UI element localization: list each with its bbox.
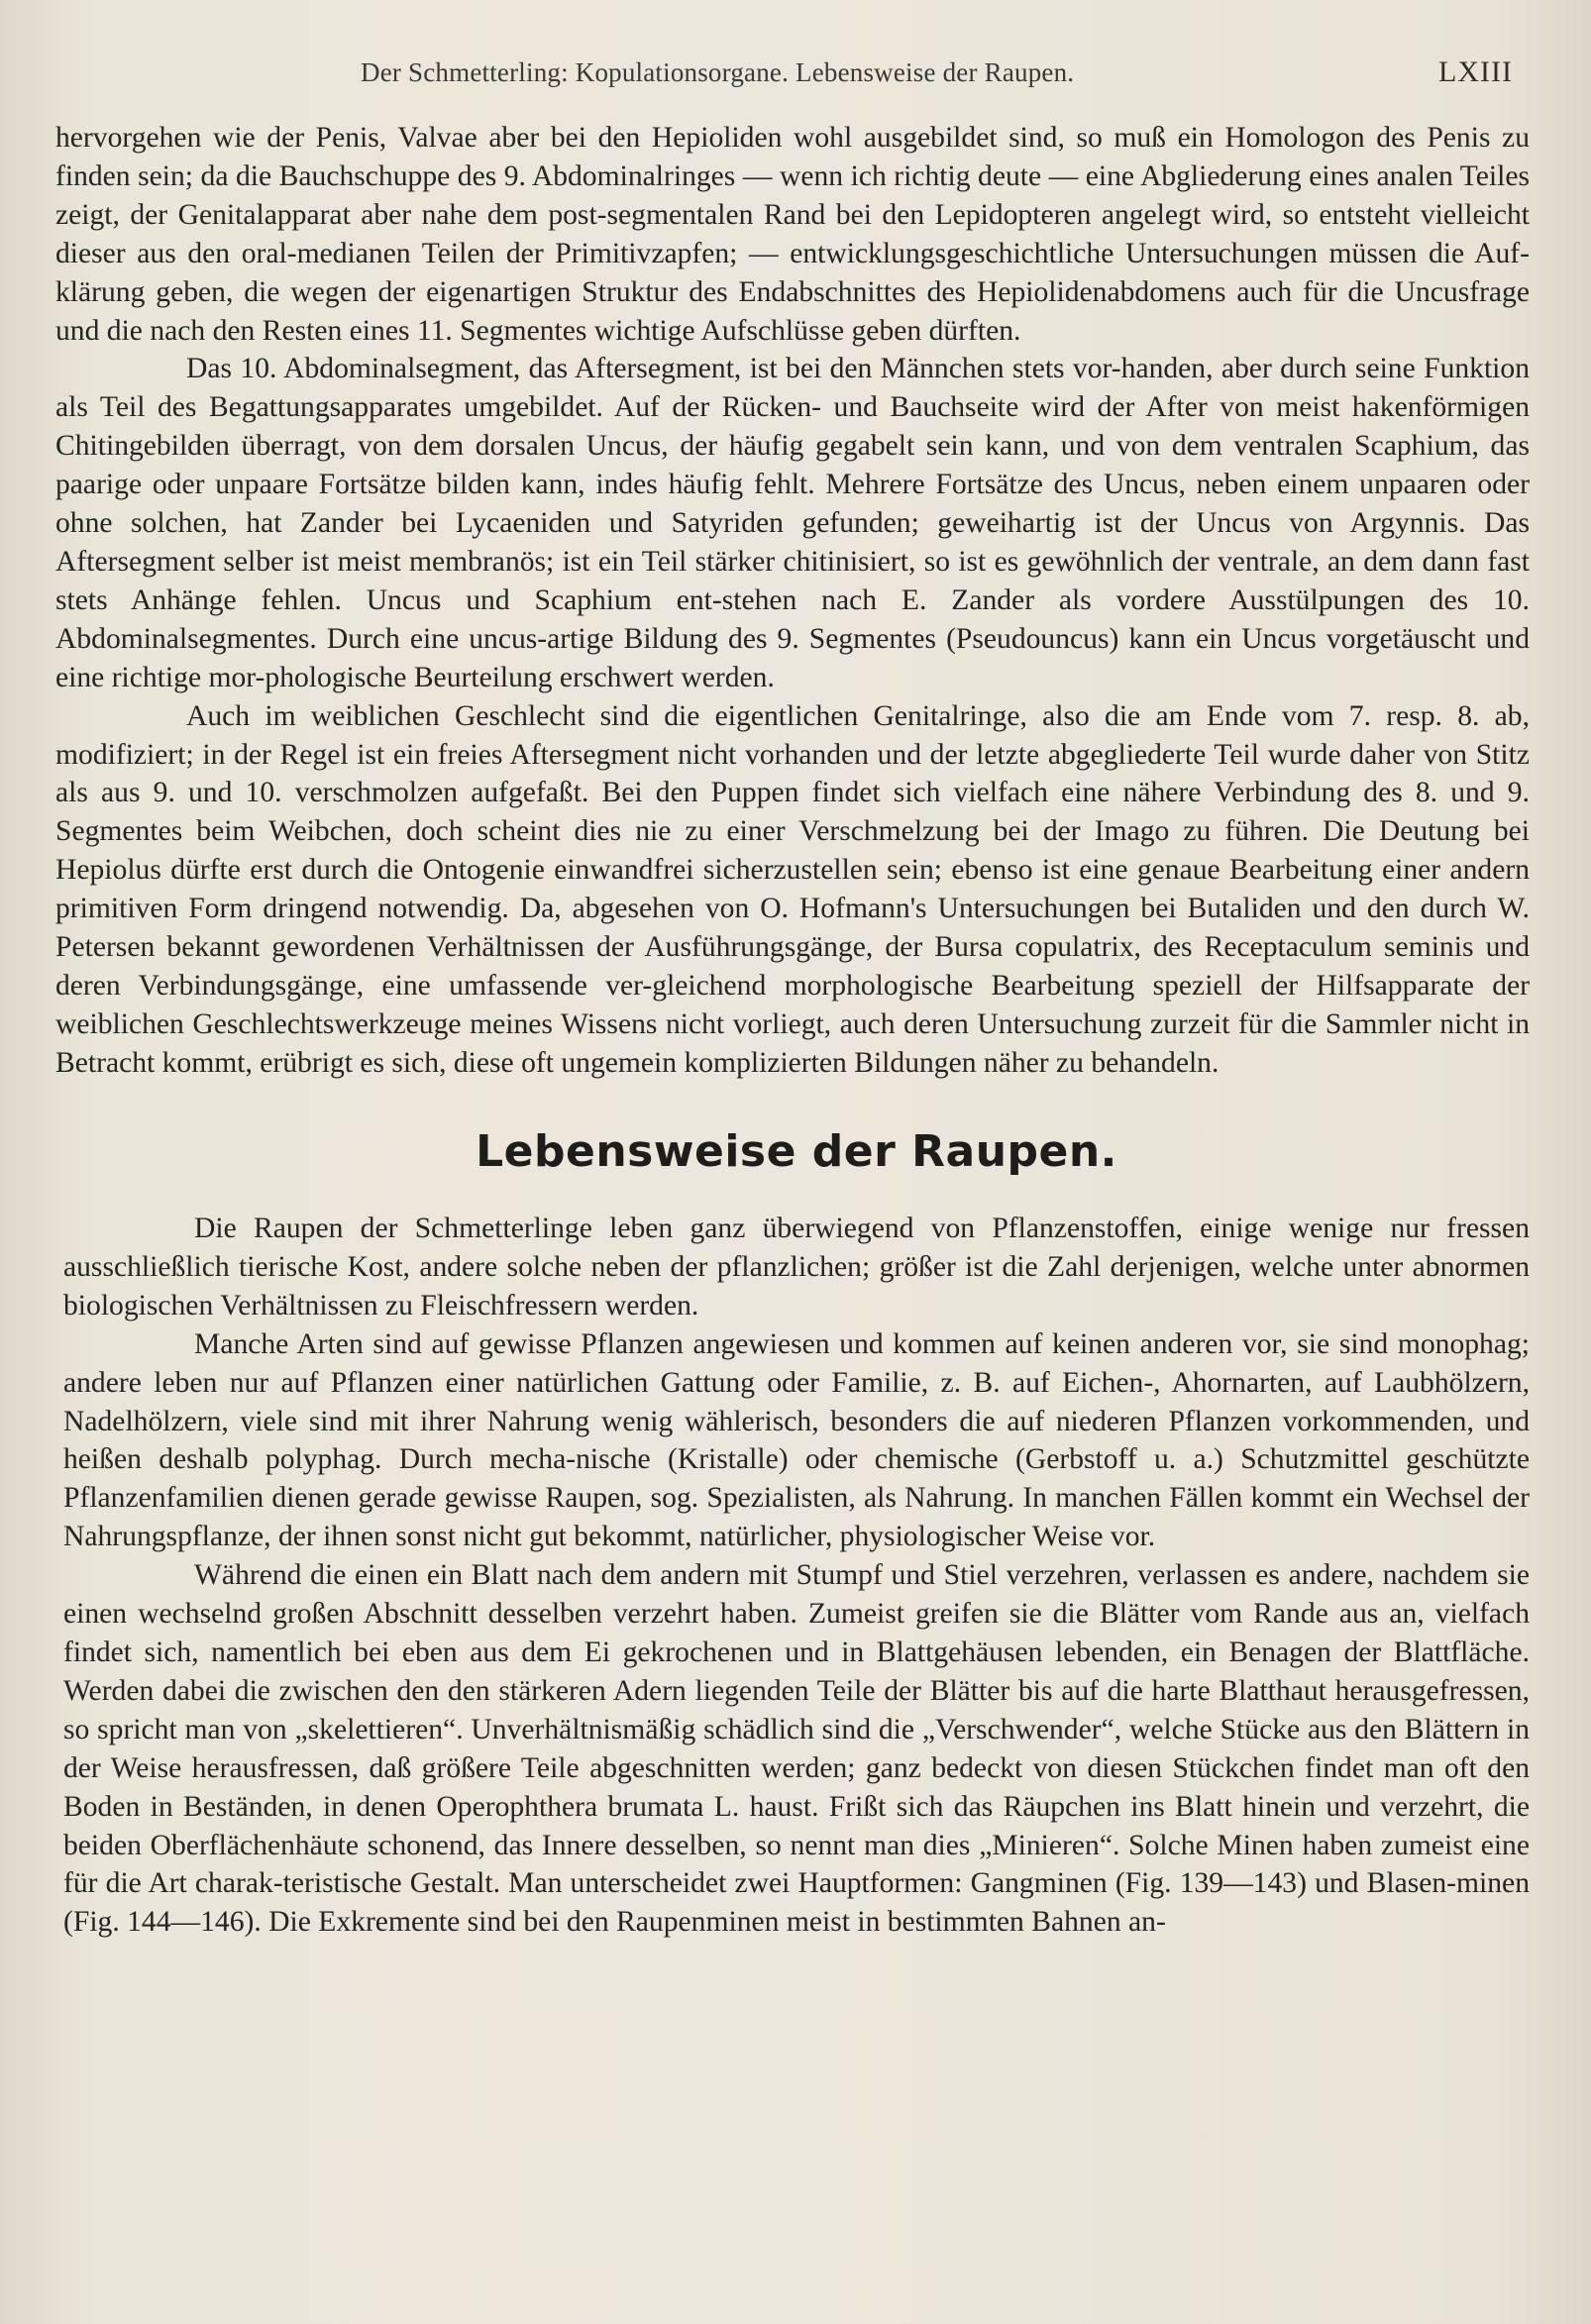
page-header <box>0 57 1591 97</box>
paragraph: Das 10. Abdominalsegment, das Aftersegment, ist bei den Männchen stets vor-handen, aber durch seine Funktion als Teil des Begattungsapparates umgebildet. Auf der Rücken- und Bauchseite wird der After von meist hakenförmigen Chitingebilden überragt, von dem dorsalen Uncus, der häufig gegabelt sein kann, und von dem ventralen Scaphium, das paarige oder unpaare Fortsätze bilden kann, indes häufig fehlt. Mehrere Fortsätze des Uncus, neben einem unpaaren oder ohne solchen, hat Zander bei Lycaeniden und Satyriden gefunden; geweihartig ist der Uncus von Argynnis. Das Aftersegment selber ist meist membranös; ist ein Teil stärker chitinisiert, so ist es gewöhnlich der ventrale, an dem dann fast stets Anhänge fehlen. Uncus und Scaphium ent-stehen nach E. Zander als vordere Ausstülpungen des 10. Abdominalsegmentes. Durch eine uncus-artige Bildung des 9. Segmentes (Pseudouncus) kann ein Uncus vorgetäuscht und eine richtige mor-phologische Beurteilung erschwert werden. <box>55 353 1530 693</box>
section-larval-biology <box>63 1083 1530 1942</box>
running-title: Der Schmetterling: Kopulationsorgane. Lebensweise der Raupen. <box>361 57 1075 87</box>
section-heading: Lebensweise der Raupen. <box>476 1126 1117 1177</box>
paragraph: Manche Arten sind auf gewisse Pflanzen angewiesen und kommen auf keinen anderen vor, sie sind monophag; andere leben nur auf Pflanzen einer natürlichen Gattung oder Familie, z. B. auf Eichen-, Ahornarten, auf Laubhölzern, Nadelhölzern, viele sind mit ihrer Nahrung wenig wählerisch, besonders die auf niederen Pflanzen vorkommenden, und heißen deshalb polyphag. Durch mecha-nische (Kristalle) oder chemische (Gerbstoff u. a.) Schutzmittel geschützte Pflanzenfamilien dienen gerade gewisse Raupen, sog. Spezialisten, als Nahrung. In manchen Fällen kommt ein Wechsel der Nahrungspflanze, der ihnen sonst nicht gut bekommt, natürlicher, physiologischer Weise vor. <box>63 1327 1530 1553</box>
paragraph: Die Raupen der Schmetterlinge leben ganz überwiegend von Pflanzenstoffen, einige wenige nur fressen ausschließlich tierische Kost, andere solche neben der pflanzlichen; größer ist die Zahl derjenigen, welche unter abnormen biologischen Verhältnissen zu Fleischfressern werden. <box>63 1213 1530 1321</box>
page-number: LXIII <box>1438 55 1513 88</box>
paragraph: Während die einen ein Blatt nach dem andern mit Stumpf und Stiel verzehren, verlassen es andere, nachdem sie einen wechselnd großen Abschnitt desselben verzehrt haben. Zumeist greifen sie die Blätter vom Rande aus an, vielfach findet sich, namentlich bei eben aus dem Ei gekrochenen und in Blattgehäusen lebenden, ein Benagen der Blattfläche. Werden dabei die zwischen den den stärkeren Adern liegenden Teile der Blätter bis auf die harte Blatthaut herausgefressen, so spricht man von „skelettieren“. Unverhältnismäßig schädlich sind die „Verschwender“, welche Stücke aus den Blättern in der Weise herausfressen, daß größere Teile abgeschnitten werden; ganz bedeckt von diesen Stückchen findet man oft den Boden in Beständen, in denen Operophthera brumata L. haust. Frißt sich das Räupchen ins Blatt hinein und verzehrt, die beiden Oberflächenhäute schonend, das Innere desselben, so nennt man dies „Minieren“. Solche Minen haben zumeist eine für die Art charak-teristische Gestalt. Man unterscheidet zwei Hauptformen: Gangminen (Fig. 139—143) und Blasen-minen (Fig. 144—146). Die Exkremente sind bei den Raupenminen meist in bestimmten Bahnen an- <box>63 1559 1530 1939</box>
paragraph: hervorgehen wie der Penis, Valvae aber bei den Hepioliden wohl ausgebildet sind, so muß ein Homologon des Penis zu finden sein; da die Bauchschuppe des 9. Abdominalringes — wenn ich richtig deute — eine Abgliederung eines analen Teiles zeigt, der Genitalapparat aber nahe dem post-segmentalen Rand bei den Lepidopteren angelegt wird, so entsteht vielleicht dieser aus den oral-medianen Teilen der Primitivzapfen; — entwicklungsgeschichtliche Untersuchungen müssen die Auf-klärung geben, die wegen der eigenartigen Struktur des Endabschnittes des Hepiolidenabdomens auch für die Uncusfrage und die nach den Resten eines 11. Segmentes wichtige Aufschlüsse geben dürften. <box>55 122 1530 347</box>
section-copulation-organs <box>55 119 1530 1083</box>
paragraph: Auch im weiblichen Geschlecht sind die eigentlichen Genitalringe, also die am Ende vom 7. resp. 8. ab, modifiziert; in der Regel ist ein freies Aftersegment nicht vorhanden und der letzte abgegliederte Teil wurde daher von Stitz als aus 9. und 10. verschmolzen aufgefaßt. Bei den Puppen findet sich vielfach eine nähere Verbindung des 8. und 9. Segmentes beim Weibchen, doch scheint dies nie zu einer Verschmelzung bei der Imago zu führen. Die Deutung bei Hepiolus dürfte erst durch die Ontogenie einwandfrei sicherzustellen sein; ebenso ist eine genaue Bearbeitung einer andern primitiven Form dringend notwendig. Da, abgesehen von O. Hofmann's Untersuchungen bei Butaliden und den durch W. Petersen bekannt gewordenen Verhältnissen der Ausführungsgänge, der Bursa copulatrix, des Receptaculum seminis und deren Verbindungsgänge, eine umfassende ver-gleichend morphologische Bearbeitung speziell der Hilfsapparate der weiblichen Geschlechtswerkzeuge meines Wissens nicht vorliegt, auch deren Untersuchung zurzeit für die Sammler nicht in Betracht kommt, erübrigt es sich, diese oft ungemein komplizierten Bildungen näher zu behandeln. <box>55 699 1530 1079</box>
